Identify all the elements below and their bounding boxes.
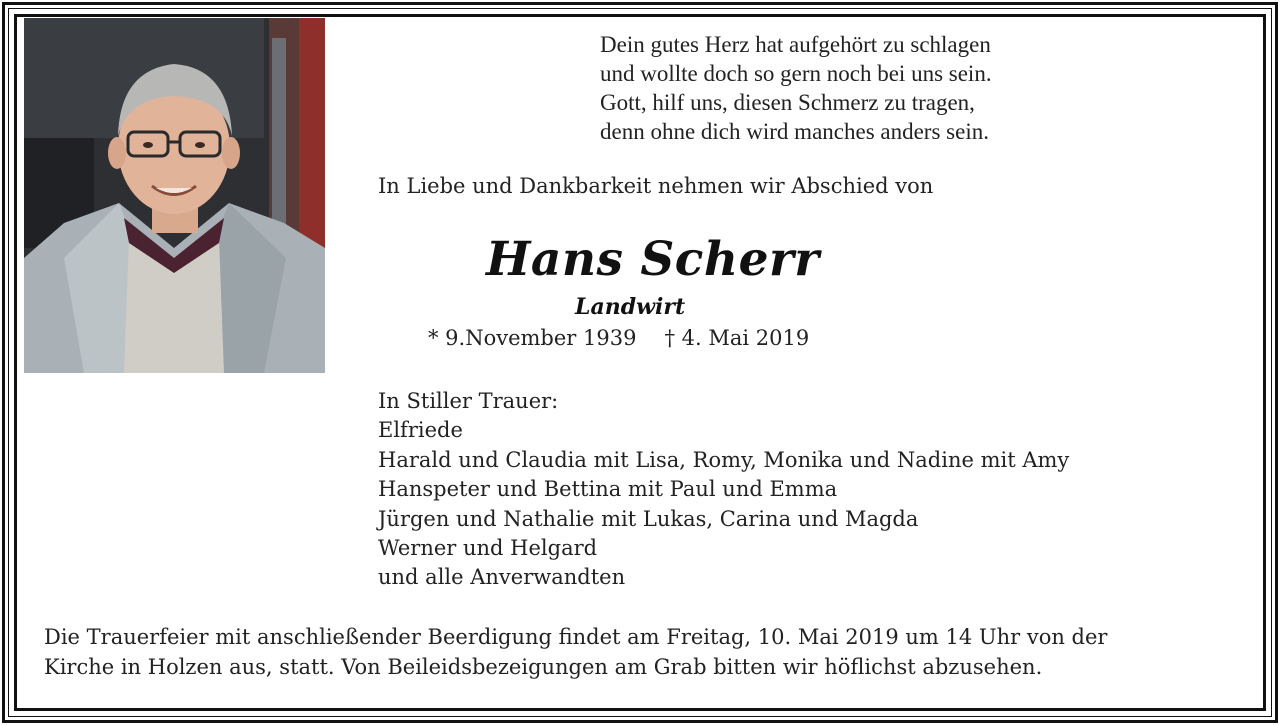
mourner-line: Harald und Claudia mit Lisa, Romy, Monika und Nadine mit Amy — [378, 447, 1070, 472]
memorial-poem — [600, 30, 1200, 146]
mourner-line: Werner und Helgard — [378, 536, 598, 561]
deceased-name: Hans Scherr — [486, 232, 820, 287]
mourners-list — [378, 387, 1069, 593]
life-dates — [428, 326, 809, 350]
portrait-photo — [24, 18, 325, 373]
farewell-intro: In Liebe und Dankbarkeit nehmen wir Abschied von — [378, 174, 934, 198]
poem-line: und wollte doch so gern noch bei uns sein. — [600, 61, 992, 86]
funeral-notice-line: Kirche in Holzen aus, statt. Von Beileidsbezeigungen am Grab bitten wir höflichst abzusehen. — [44, 655, 1043, 679]
mourner-line: und alle Anverwandten — [378, 565, 626, 590]
death-date: † 4. Mai 2019 — [664, 326, 810, 350]
funeral-notice-line: Die Trauerfeier mit anschließender Beerdigung findet am Freitag, 10. Mai 2019 um 14 Uhr von der — [44, 625, 1108, 649]
birth-date: * 9.November 1939 — [428, 326, 637, 350]
mourner-line: Elfriede — [378, 418, 463, 443]
mourner-line: Hanspeter und Bettina mit Paul und Emma — [378, 477, 838, 502]
mourners-heading: In Stiller Trauer: — [378, 389, 559, 413]
poem-line: denn ohne dich wird manches anders sein. — [600, 119, 989, 144]
poem-line: Gott, hilf uns, diesen Schmerz zu tragen, — [600, 90, 975, 115]
deceased-occupation: Landwirt — [575, 294, 686, 320]
funeral-notice — [44, 622, 1254, 682]
mourner-line: Jürgen und Nathalie mit Lukas, Carina und Magda — [378, 506, 919, 531]
poem-line: Dein gutes Herz hat aufgehört zu schlagen — [600, 32, 991, 57]
